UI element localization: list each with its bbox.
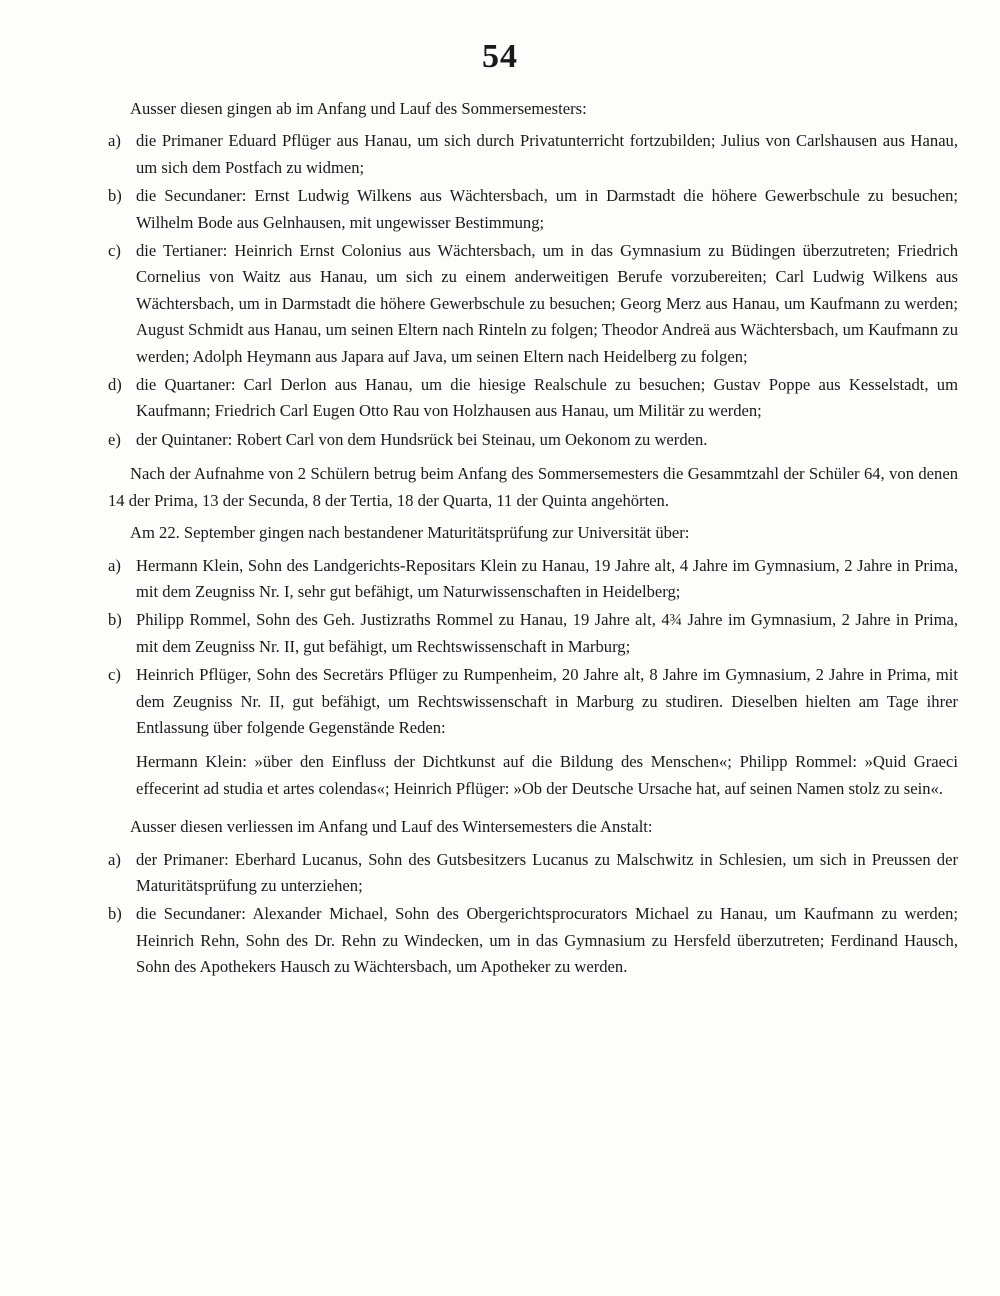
list-item: [108, 427, 958, 453]
page-number: 54: [482, 38, 518, 75]
list-item: [108, 901, 958, 980]
list-text: die Primaner Eduard Pflüger aus Hanau, um sich durch Privatunterricht fortzubilden; Julius von Carlshausen aus Hanau, um sich dem Postfach zu widmen;: [136, 131, 958, 177]
paragraph-university-transfer: Am 22. September gingen nach bestandener Maturitätsprüfung zur Universität über:: [130, 523, 690, 543]
list-label: e): [108, 429, 121, 449]
list-text: die Secundaner: Ernst Ludwig Wilkens aus Wächtersbach, um in Darmstadt die höhere Gewerbschule zu besuchen; Wilhelm Bode aus Gelnhausen, mit ungewisser Bestimmung;: [136, 186, 958, 232]
list-item: [108, 662, 958, 741]
list-text: Heinrich Pflüger, Sohn des Secretärs Pflüger zu Rumpenheim, 20 Jahre alt, 8 Jahre im Gymnasium, 2 Jahre in Prima, mit dem Zeugniss Nr. II, gut befähigt, um Rechtswissenschaft in Marburg zu studiren. Dieselben hielten am Tage ihrer Entlassung über folgende Gegenstände Reden:: [136, 665, 958, 737]
list-text: der Quintaner: Robert Carl von dem Hundsrück bei Steinau, um Oekonom zu werden.: [136, 429, 708, 449]
list-label: c): [108, 665, 121, 685]
list-item: [108, 847, 958, 900]
list-item: [108, 372, 958, 425]
list-text: die Quartaner: Carl Derlon aus Hanau, um die hiesige Realschule zu besuchen; Gustav Poppe aus Kesselstadt, um Kaufmann; Friedrich Carl Eugen Otto Rau von Holzhausen aus Hanau, um Militär zu werden;: [136, 375, 958, 421]
paragraph-summer-departures: Ausser diesen gingen ab im Anfang und Lauf des Sommersemesters:: [130, 99, 587, 118]
list-item: [108, 607, 958, 660]
list-label: c): [108, 241, 121, 261]
list-item: [108, 553, 958, 606]
list-label: b): [108, 904, 122, 924]
list-text: die Secundaner: Alexander Michael, Sohn des Obergerichtsprocurators Michael zu Hanau, um Kaufmann zu werden; Heinrich Rehn, Sohn des Dr. Rehn zu Windecken, um in das Gymnasium zu Hersfeld überzutreten; Ferdinand Hausch, Sohn des Apothekers Hausch zu Wächtersbach, um Apotheker zu werden.: [136, 904, 958, 977]
list-text: der Primaner: Eberhard Lucanus, Sohn des Gutsbesitzers Lucanus zu Malschwitz in Schlesien, um sich in Preussen der Maturitätsprüfung zu unterziehen;: [136, 849, 958, 895]
paragraph-speeches: Hermann Klein: »über den Einfluss der Dichtkunst auf die Bildung des Menschen«; Philipp Rommel: »Quid Graeci effecerint ad studia et artes colendas«; Heinrich Pflüger: »Ob der Deutsche Ursache hat, auf seinen Namen stolz zu sein«.: [136, 752, 958, 798]
list-text: Hermann Klein, Sohn des Landgerichts-Repositars Klein zu Hanau, 19 Jahre alt, 4 Jahre im Gymnasium, 2 Jahre in Prima, mit dem Zeugniss Nr. I, sehr gut befähigt, um Naturwissenschaften in Heidelberg;: [136, 555, 958, 601]
list-label: b): [108, 186, 122, 206]
list-item: [108, 183, 958, 236]
list-item: [108, 128, 958, 181]
list-text: die Tertianer: Heinrich Ernst Colonius aus Wächtersbach, um in das Gymnasium zu Büdingen überzutreten; Friedrich Cornelius von Waitz aus Hanau, um sich zu einem anderweitigen Berufe vorzubereiten; Carl Ludwig Wilkens aus Wächtersbach, um in Darmstadt die höhere Gewerbschule zu besuchen; Georg Merz aus Hanau, um Kaufmann zu werden; August Schmidt aus Hanau, um seinen Eltern nach Rinteln zu folgen; Theodor Andreä aus Wächtersbach, um Kaufmann zu werden; Adolph Heymann aus Japara auf Java, um seinen Eltern nach Heidelberg zu folgen;: [136, 241, 958, 366]
list-label: a): [108, 849, 121, 869]
list-label: a): [108, 555, 121, 575]
page-body: [108, 96, 958, 983]
paragraph-student-count: Nach der Aufnahme von 2 Schülern betrug beim Anfang des Sommersemesters die Gesammtzahl der Schüler 64, von denen 14 der Prima, 13 der Secunda, 8 der Tertia, 18 der Quarta, 11 der Quinta angehörten.: [108, 464, 958, 510]
list-label: d): [108, 375, 122, 395]
list-item: [108, 238, 958, 370]
paragraph-winter-departures: Ausser diesen verliessen im Anfang und Lauf des Wintersemesters die Anstalt:: [130, 817, 653, 837]
list-label: b): [108, 610, 122, 630]
list-text: Philipp Rommel, Sohn des Geh. Justizraths Rommel zu Hanau, 19 Jahre alt, 4¾ Jahre im Gymnasium, 2 Jahre in Prima, mit dem Zeugniss Nr. II, gut befähigt, um Rechtswissenschaft in Marburg;: [136, 610, 958, 656]
list-label: a): [108, 131, 121, 151]
